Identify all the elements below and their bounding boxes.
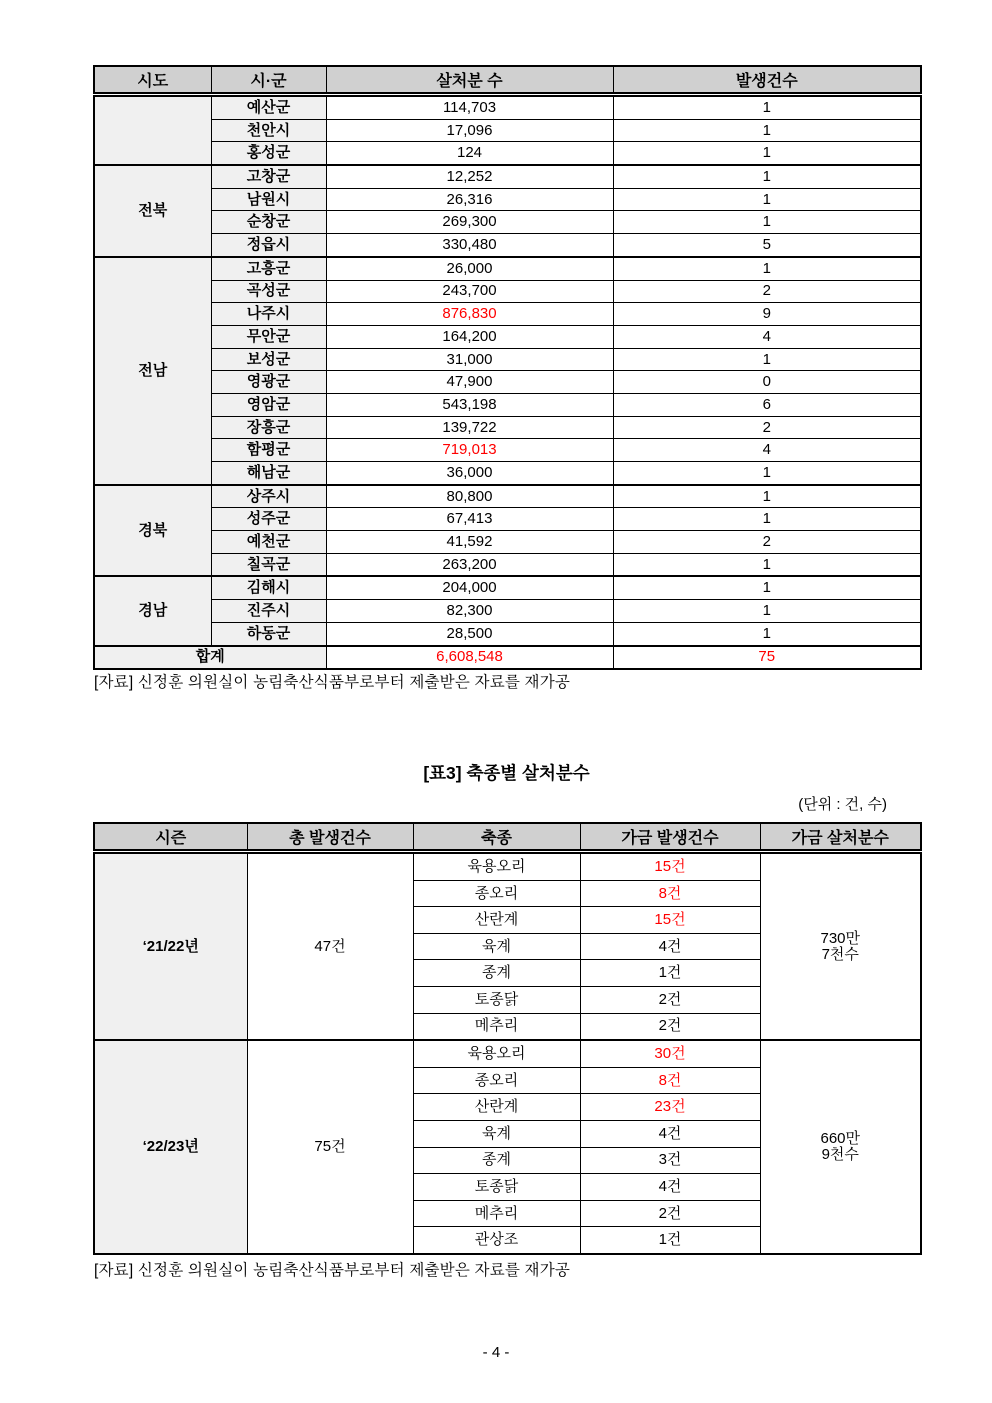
table1-row [94, 280, 921, 303]
cull-count-cell: 269,300 [326, 211, 613, 234]
season-total-cases-cell: 75건 [247, 1040, 413, 1254]
table1-row [94, 439, 921, 462]
table1-row [94, 165, 921, 188]
table1-total-row [94, 646, 921, 670]
table3-header-total-cases: 총 발생건수 [247, 823, 413, 852]
table1-header-cull-count: 살처분 수 [326, 66, 613, 95]
total-cases-cell: 75 [613, 646, 921, 670]
case-count-cell: 2 [613, 280, 921, 303]
case-count-cell: 1 [613, 508, 921, 531]
species-cell: 메추리 [413, 1200, 580, 1227]
total-cull-cell: 6,608,548 [326, 646, 613, 670]
species-cell: 산란계 [413, 1094, 580, 1121]
cull-count-cell: 36,000 [326, 462, 613, 485]
district-cell: 성주군 [211, 508, 326, 531]
table1-row [94, 531, 921, 554]
species-cell: 토종닭 [413, 1174, 580, 1201]
cull-count-cell: 47,900 [326, 371, 613, 394]
district-cell: 함평군 [211, 439, 326, 462]
table1-row [94, 485, 921, 508]
poultry-cases-cell: 15건 [580, 852, 760, 881]
table1-row [94, 95, 921, 120]
case-count-cell: 1 [613, 211, 921, 234]
table1-row [94, 303, 921, 326]
poultry-cases-cell: 4건 [580, 1174, 760, 1201]
district-cell: 남원시 [211, 188, 326, 211]
species-cell: 육계 [413, 933, 580, 960]
district-cell: 고흥군 [211, 257, 326, 280]
province-cell: 경남 [94, 576, 211, 645]
district-cell: 상주시 [211, 485, 326, 508]
cull-count-cell: 114,703 [326, 95, 613, 120]
table3-header-poultry-cull: 가금 살처분수 [760, 823, 921, 852]
cull-count-cell: 82,300 [326, 600, 613, 623]
table1-row [94, 188, 921, 211]
poultry-cases-cell: 4건 [580, 933, 760, 960]
case-count-cell: 1 [613, 462, 921, 485]
species-culling-table [93, 822, 922, 1255]
cull-count-cell: 67,413 [326, 508, 613, 531]
species-cell: 육용오리 [413, 852, 580, 881]
poultry-cull-total-cell [760, 1040, 921, 1254]
poultry-cases-cell: 2건 [580, 986, 760, 1013]
case-count-cell: 1 [613, 348, 921, 371]
table3-title: [표3] 축종별 살처분수 [423, 763, 590, 783]
table1-row [94, 576, 921, 599]
species-cell: 관상조 [413, 1227, 580, 1254]
season-total-cases-cell: 47건 [247, 852, 413, 1041]
poultry-cases-cell: 1건 [580, 1227, 760, 1254]
district-cell: 장흥군 [211, 416, 326, 439]
regional-culling-table [93, 65, 922, 670]
district-cell: 예산군 [211, 95, 326, 120]
district-cell: 홍성군 [211, 142, 326, 165]
poultry-cull-line: 660만 [820, 1130, 861, 1148]
case-count-cell: 1 [613, 485, 921, 508]
cull-count-cell: 876,830 [326, 303, 613, 326]
page-number: - 4 - [482, 1344, 510, 1361]
cull-count-cell: 204,000 [326, 576, 613, 599]
case-count-cell: 2 [613, 416, 921, 439]
cull-count-cell: 28,500 [326, 622, 613, 645]
cull-count-cell: 26,316 [326, 188, 613, 211]
table1-row [94, 211, 921, 234]
table3-header-species: 축종 [413, 823, 580, 852]
case-count-cell: 6 [613, 393, 921, 416]
district-cell: 예천군 [211, 531, 326, 554]
cull-count-cell: 543,198 [326, 393, 613, 416]
poultry-cases-cell: 30건 [580, 1040, 760, 1067]
district-cell: 순창군 [211, 211, 326, 234]
case-count-cell: 1 [613, 165, 921, 188]
district-cell: 진주시 [211, 600, 326, 623]
case-count-cell: 1 [613, 142, 921, 165]
district-cell: 곡성군 [211, 280, 326, 303]
cull-count-cell: 41,592 [326, 531, 613, 554]
district-cell: 하동군 [211, 622, 326, 645]
cull-count-cell: 12,252 [326, 165, 613, 188]
table1-header-district: 시·군 [211, 66, 326, 95]
cull-count-cell: 719,013 [326, 439, 613, 462]
table3-source-note: [자료] 신정훈 의원실이 농림축산식품부로부터 제출받은 자료를 재가공 [94, 1262, 571, 1279]
case-count-cell: 5 [613, 234, 921, 257]
poultry-cases-cell: 4건 [580, 1120, 760, 1147]
case-count-cell: 1 [613, 600, 921, 623]
species-cell: 종계 [413, 960, 580, 987]
poultry-cull-line: 730만 [820, 929, 861, 947]
table1-row [94, 119, 921, 142]
district-cell: 해남군 [211, 462, 326, 485]
table1-header-province: 시도 [94, 66, 211, 95]
poultry-cull-line: 9천수 [821, 1146, 859, 1164]
species-cell: 산란계 [413, 907, 580, 934]
table1-row [94, 508, 921, 531]
case-count-cell: 4 [613, 439, 921, 462]
table1-row [94, 462, 921, 485]
case-count-cell: 0 [613, 371, 921, 394]
cull-count-cell: 330,480 [326, 234, 613, 257]
poultry-cases-cell: 2건 [580, 1200, 760, 1227]
district-cell: 김해시 [211, 576, 326, 599]
case-count-cell: 1 [613, 576, 921, 599]
cull-count-cell: 80,800 [326, 485, 613, 508]
table1-row [94, 622, 921, 645]
province-cell [94, 95, 211, 166]
case-count-cell: 9 [613, 303, 921, 326]
table3-header-row [94, 823, 921, 852]
table3-header-poultry-cases: 가금 발생건수 [580, 823, 760, 852]
district-cell: 영암군 [211, 393, 326, 416]
season-cell: ‘21/22년 [94, 852, 247, 1041]
species-cell: 육용오리 [413, 1040, 580, 1067]
cull-count-cell: 263,200 [326, 553, 613, 576]
province-cell: 전북 [94, 165, 211, 257]
district-cell: 나주시 [211, 303, 326, 326]
species-cell: 종오리 [413, 1067, 580, 1094]
district-cell: 무안군 [211, 325, 326, 348]
cull-count-cell: 26,000 [326, 257, 613, 280]
species-cell: 육계 [413, 1120, 580, 1147]
district-cell: 고창군 [211, 165, 326, 188]
table1-header-row [94, 66, 921, 95]
table1-row [94, 257, 921, 280]
species-cell: 종계 [413, 1147, 580, 1174]
table1-row [94, 234, 921, 257]
poultry-cull-total-cell [760, 852, 921, 1041]
table1-row [94, 416, 921, 439]
season-cell: ‘22/23년 [94, 1040, 247, 1254]
table1-row [94, 600, 921, 623]
case-count-cell: 1 [613, 95, 921, 120]
cull-count-cell: 124 [326, 142, 613, 165]
table1-header-case-count: 발생건수 [613, 66, 921, 95]
table1-row [94, 325, 921, 348]
table1-row [94, 371, 921, 394]
poultry-cull-line: 7천수 [821, 945, 859, 963]
poultry-cases-cell: 8건 [580, 1067, 760, 1094]
poultry-cases-cell: 3건 [580, 1147, 760, 1174]
case-count-cell: 1 [613, 257, 921, 280]
case-count-cell: 1 [613, 119, 921, 142]
species-cell: 종오리 [413, 880, 580, 907]
case-count-cell: 1 [613, 188, 921, 211]
cull-count-cell: 139,722 [326, 416, 613, 439]
case-count-cell: 1 [613, 622, 921, 645]
species-cell: 토종닭 [413, 986, 580, 1013]
species-cell: 메추리 [413, 1013, 580, 1040]
district-cell: 보성군 [211, 348, 326, 371]
poultry-cases-cell: 15건 [580, 907, 760, 934]
table1-row [94, 393, 921, 416]
district-cell: 천안시 [211, 119, 326, 142]
table1-source-note: [자료] 신정훈 의원실이 농림축산식품부로부터 제출받은 자료를 재가공 [94, 674, 571, 691]
poultry-cases-cell: 8건 [580, 880, 760, 907]
table3-unit-note: (단위 : 건, 수) [798, 796, 887, 813]
cull-count-cell: 243,700 [326, 280, 613, 303]
table1-row [94, 142, 921, 165]
table3-row [94, 852, 921, 881]
province-cell: 경북 [94, 485, 211, 577]
cull-count-cell: 31,000 [326, 348, 613, 371]
table1-row [94, 553, 921, 576]
case-count-cell: 2 [613, 531, 921, 554]
table1-row [94, 348, 921, 371]
table3-header-season: 시즌 [94, 823, 247, 852]
case-count-cell: 4 [613, 325, 921, 348]
cull-count-cell: 17,096 [326, 119, 613, 142]
table3-row [94, 1040, 921, 1067]
district-cell: 영광군 [211, 371, 326, 394]
poultry-cases-cell: 2건 [580, 1013, 760, 1040]
province-cell: 전남 [94, 257, 211, 485]
poultry-cases-cell: 1건 [580, 960, 760, 987]
poultry-cases-cell: 23건 [580, 1094, 760, 1121]
district-cell: 칠곡군 [211, 553, 326, 576]
district-cell: 정읍시 [211, 234, 326, 257]
total-label-cell: 합계 [94, 646, 326, 670]
cull-count-cell: 164,200 [326, 325, 613, 348]
case-count-cell: 1 [613, 553, 921, 576]
